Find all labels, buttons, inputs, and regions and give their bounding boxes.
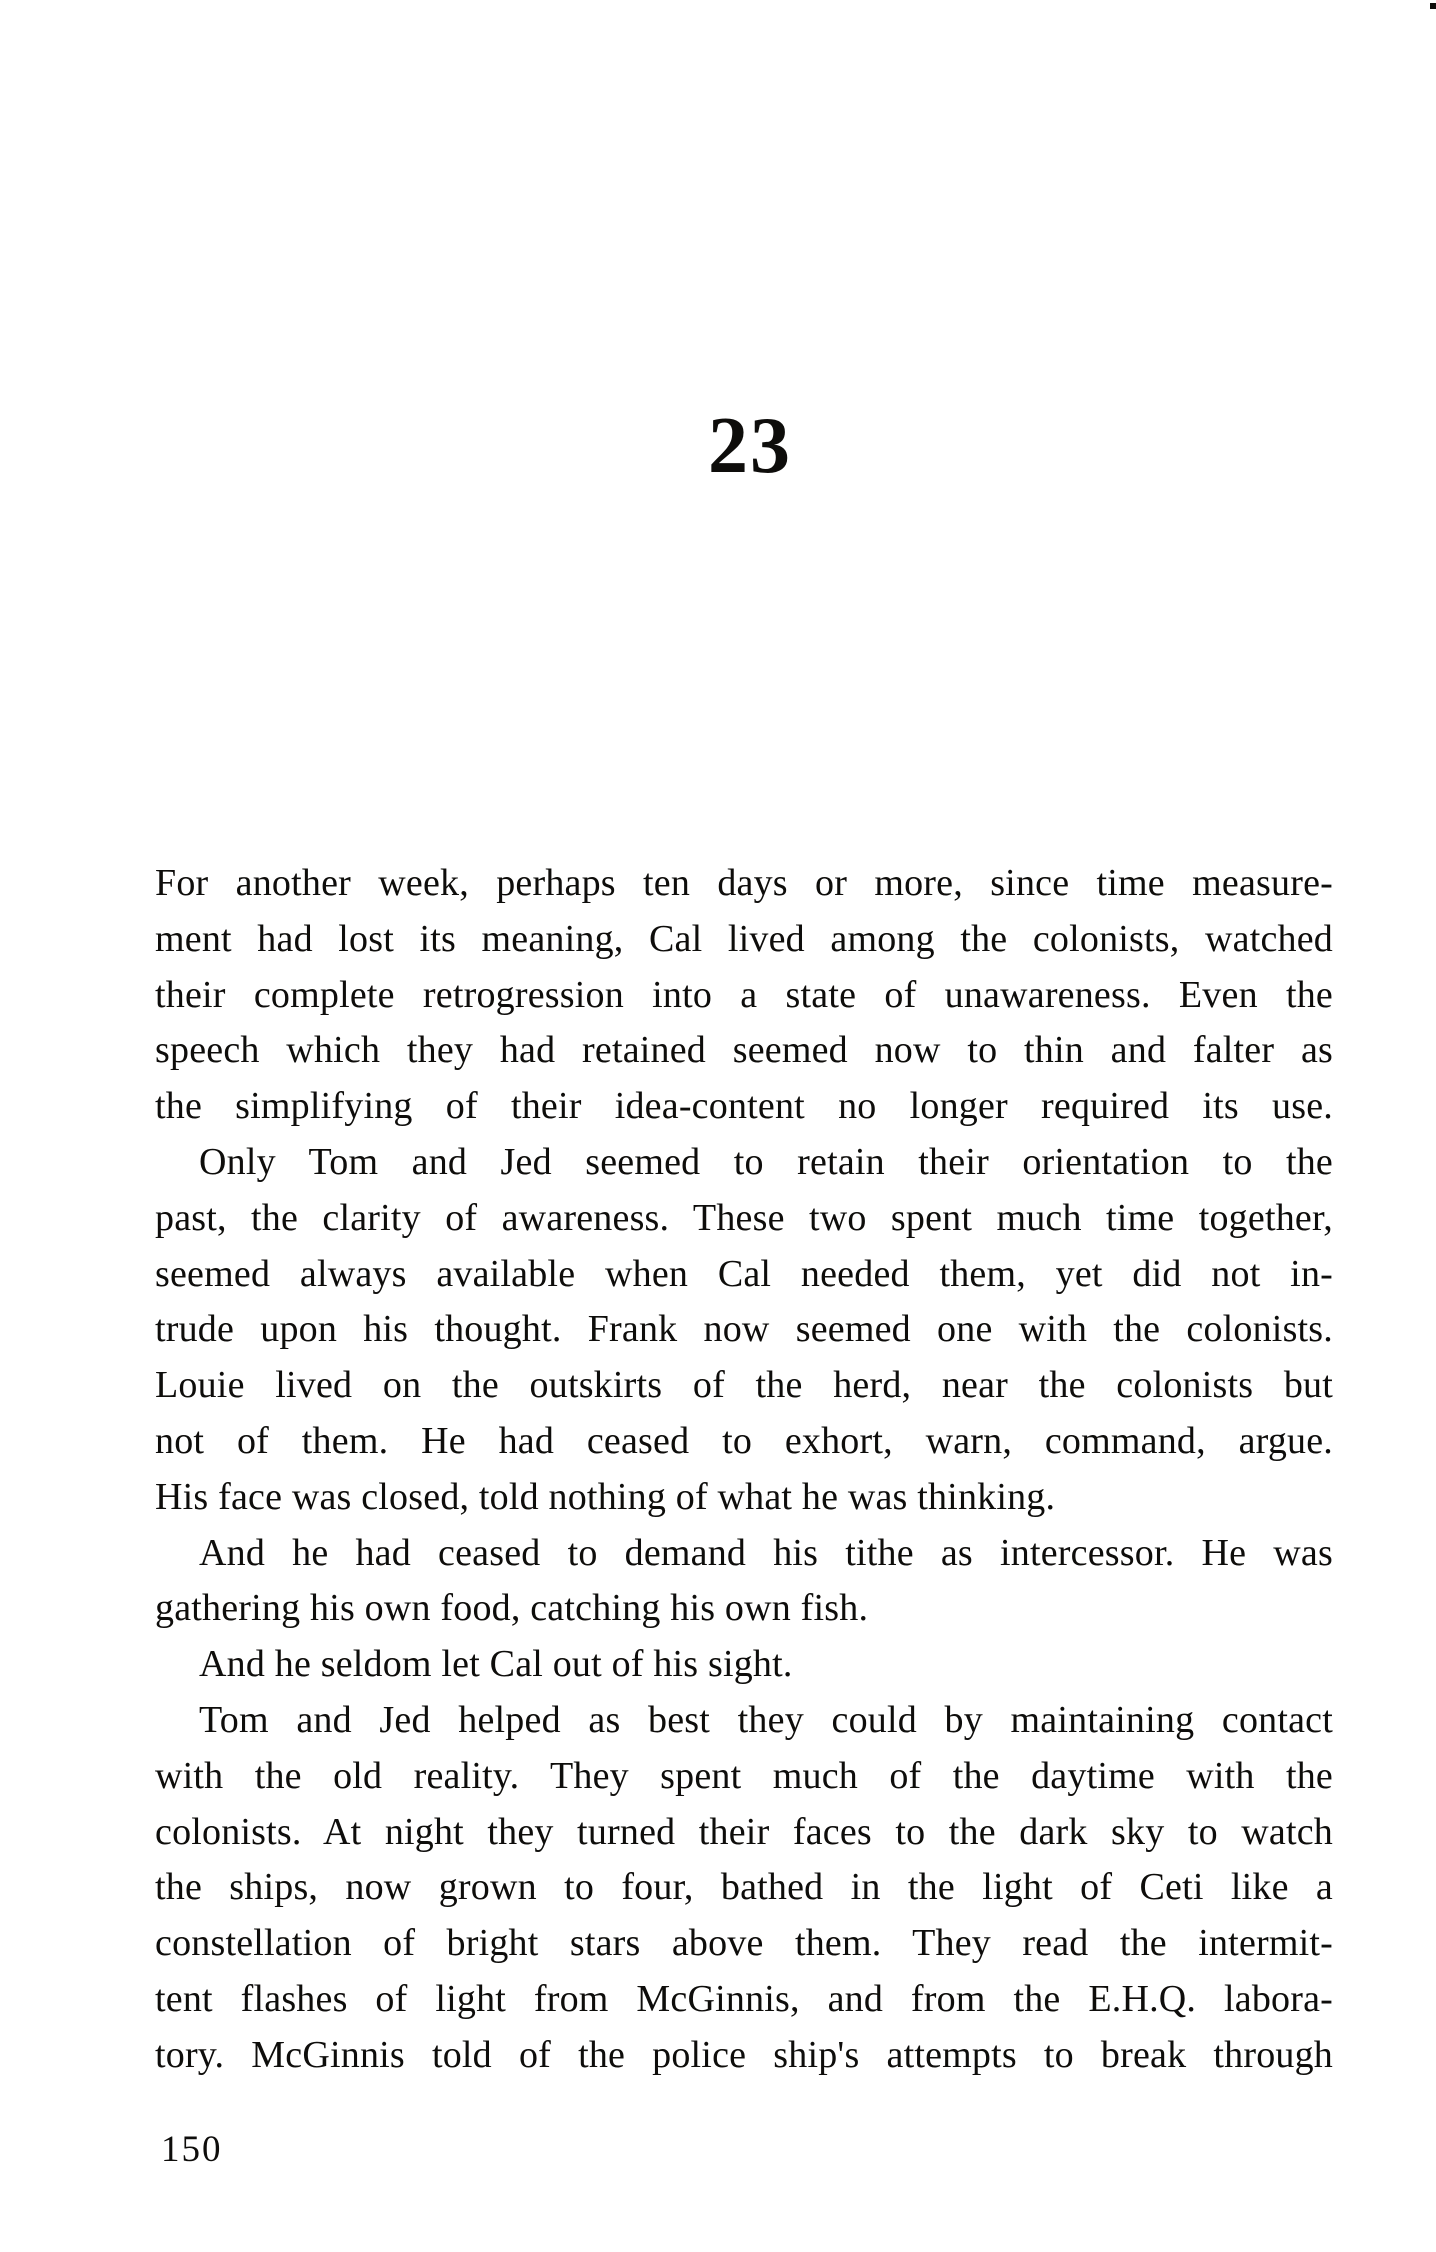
text-line: past, the clarity of awareness. These two spent much time together, — [155, 1196, 1333, 1239]
text-line: speech which they had retained seemed now to thin and falter as — [155, 1029, 1333, 1072]
text-line: ment had lost its meaning, Cal lived among the colonists, watched — [155, 917, 1333, 960]
text-line: not of them. He had ceased to exhort, warn, command, argue. — [155, 1419, 1333, 1462]
text-line: constellation of bright stars above them. They read the intermit- — [155, 1922, 1333, 1965]
text-line: Only Tom and Jed seemed to retain their orientation to the — [199, 1140, 1333, 1183]
text-line: trude upon his thought. Frank now seemed one with the colonists. — [155, 1308, 1333, 1351]
text-line: Tom and Jed helped as best they could by maintaining contact — [199, 1698, 1333, 1741]
text-line: tory. McGinnis told of the police ship's attempts to break through — [155, 2033, 1333, 2076]
body-text — [155, 856, 1333, 2084]
text-line: their complete retrogression into a state of unawareness. Even the — [155, 973, 1333, 1016]
text-line: And he seldom let Cal out of his sight. — [199, 1643, 793, 1686]
text-line: the ships, now grown to four, bathed in the light of Ceti like a — [155, 1866, 1333, 1909]
text-line: gathering his own food, catching his own fish. — [155, 1587, 869, 1630]
text-line: the simplifying of their idea-content no longer required its use. — [155, 1085, 1333, 1128]
text-line: For another week, perhaps ten days or more, since time measure- — [155, 862, 1333, 904]
text-line: Louie lived on the outskirts of the herd, near the colonists but — [155, 1364, 1333, 1407]
text-line: His face was closed, told nothing of what he was thinking. — [155, 1475, 1056, 1518]
text-line: seemed always available when Cal needed them, yet did not in- — [155, 1252, 1333, 1295]
text-line: tent flashes of light from McGinnis, and from the E.H.Q. labora- — [155, 1977, 1333, 2020]
chapter-heading: 23 — [708, 402, 792, 490]
text-line: colonists. At night they turned their faces to the dark sky to watch — [155, 1810, 1333, 1853]
page-number: 150 — [161, 2129, 223, 2170]
scan-artifact-dot — [1430, 3, 1436, 9]
text-line: with the old reality. They spent much of the daytime with the — [155, 1754, 1333, 1797]
text-line: And he had ceased to demand his tithe as intercessor. He was — [199, 1531, 1333, 1574]
